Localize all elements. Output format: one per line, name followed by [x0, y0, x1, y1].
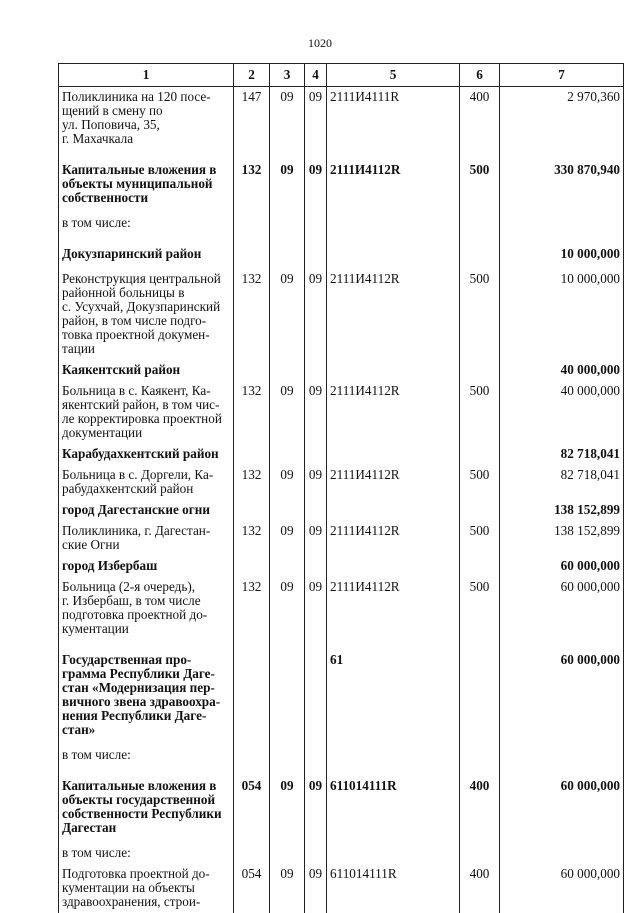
row-name: Больница в с. Доргели, Ка- рабудахкентский район	[59, 465, 234, 500]
row-ministry-code	[234, 213, 270, 234]
row-amount: 138 152,899	[500, 521, 624, 556]
row-section-code: 09	[270, 87, 305, 151]
row-target-code: 61	[327, 640, 460, 745]
row-target-code	[327, 234, 460, 269]
row-name: город Дагестанские огни	[59, 500, 234, 521]
table-row	[59, 87, 624, 151]
row-target-code	[327, 843, 460, 864]
row-name: Государственная про- грамма Республики Даге- стан «Модернизация пер- вичного звена здравоохра- нения Республики Даге- стан»	[59, 640, 234, 745]
row-section-code	[270, 640, 305, 745]
row-ministry-code: 132	[234, 150, 270, 213]
table-row	[59, 766, 624, 843]
row-ministry-code: 054	[234, 864, 270, 913]
row-name: Капитальные вложения в объекты государственной собственности Республики Дагестан	[59, 766, 234, 843]
row-expense-type	[460, 213, 500, 234]
row-ministry-code	[234, 745, 270, 766]
row-subsection-code	[305, 640, 327, 745]
row-ministry-code	[234, 444, 270, 465]
row-subsection-code: 09	[305, 269, 327, 360]
row-target-code	[327, 444, 460, 465]
row-ministry-code	[234, 843, 270, 864]
row-amount: 2 970,360	[500, 87, 624, 151]
row-name: Каякентский район	[59, 360, 234, 381]
column-header: 7	[500, 64, 624, 87]
row-target-code: 611014111R	[327, 766, 460, 843]
table-row	[59, 465, 624, 500]
table-row	[59, 521, 624, 556]
row-expense-type: 500	[460, 150, 500, 213]
row-section-code	[270, 234, 305, 269]
row-subsection-code	[305, 444, 327, 465]
table-row	[59, 745, 624, 766]
row-expense-type: 500	[460, 269, 500, 360]
row-section-code	[270, 745, 305, 766]
row-section-code: 09	[270, 465, 305, 500]
column-header: 5	[327, 64, 460, 87]
row-amount: 60 000,000	[500, 766, 624, 843]
row-amount: 10 000,000	[500, 269, 624, 360]
row-amount: 40 000,000	[500, 381, 624, 444]
row-subsection-code	[305, 556, 327, 577]
table-row	[59, 843, 624, 864]
row-ministry-code	[234, 640, 270, 745]
row-expense-type	[460, 234, 500, 269]
column-header: 4	[305, 64, 327, 87]
column-header: 2	[234, 64, 270, 87]
row-target-code: 2111И4112R	[327, 521, 460, 556]
row-target-code	[327, 745, 460, 766]
row-section-code	[270, 213, 305, 234]
row-ministry-code: 147	[234, 87, 270, 151]
column-header: 6	[460, 64, 500, 87]
row-section-code	[270, 360, 305, 381]
row-name: Карабудахкентский район	[59, 444, 234, 465]
table-row	[59, 360, 624, 381]
row-ministry-code: 132	[234, 269, 270, 360]
row-section-code: 09	[270, 521, 305, 556]
row-amount: 330 870,940	[500, 150, 624, 213]
table-header-row	[59, 64, 624, 87]
row-section-code: 09	[270, 577, 305, 640]
page-number: 1020	[0, 36, 640, 51]
row-name: Докузпаринский район	[59, 234, 234, 269]
row-name: Больница в с. Каякент, Ка- якентский район, в том чис- ле корректировка проектной документации	[59, 381, 234, 444]
table-row	[59, 444, 624, 465]
table-row	[59, 269, 624, 360]
row-amount: 60 000,000	[500, 556, 624, 577]
table-row	[59, 234, 624, 269]
row-subsection-code	[305, 213, 327, 234]
row-name: в том числе:	[59, 745, 234, 766]
row-amount	[500, 213, 624, 234]
row-amount: 60 000,000	[500, 577, 624, 640]
row-name: Поликлиника, г. Дагестан- ские Огни	[59, 521, 234, 556]
column-header: 3	[270, 64, 305, 87]
row-expense-type	[460, 640, 500, 745]
table-row	[59, 500, 624, 521]
row-amount: 138 152,899	[500, 500, 624, 521]
row-subsection-code: 09	[305, 381, 327, 444]
table-row	[59, 577, 624, 640]
row-expense-type	[460, 745, 500, 766]
row-subsection-code	[305, 745, 327, 766]
row-target-code: 2111И4111R	[327, 87, 460, 151]
table-row	[59, 381, 624, 444]
row-ministry-code	[234, 500, 270, 521]
row-target-code	[327, 360, 460, 381]
row-name: Капитальные вложения в объекты муниципальной собственности	[59, 150, 234, 213]
row-section-code	[270, 843, 305, 864]
row-ministry-code	[234, 360, 270, 381]
row-expense-type: 500	[460, 577, 500, 640]
row-name: Больница (2-я очередь), г. Избербаш, в том числе подготовка проектной до- кументации	[59, 577, 234, 640]
row-ministry-code: 132	[234, 521, 270, 556]
row-section-code	[270, 556, 305, 577]
row-subsection-code: 09	[305, 577, 327, 640]
row-name: Подготовка проектной до- кументации на объекты здравоохранения, строи-	[59, 864, 234, 913]
row-section-code	[270, 444, 305, 465]
row-amount	[500, 843, 624, 864]
row-section-code	[270, 500, 305, 521]
row-subsection-code: 09	[305, 150, 327, 213]
row-amount: 40 000,000	[500, 360, 624, 381]
table-row	[59, 150, 624, 213]
row-subsection-code	[305, 500, 327, 521]
row-expense-type	[460, 444, 500, 465]
row-subsection-code	[305, 360, 327, 381]
row-subsection-code: 09	[305, 864, 327, 913]
row-target-code: 2111И4112R	[327, 381, 460, 444]
row-target-code: 2111И4112R	[327, 150, 460, 213]
table-row	[59, 864, 624, 913]
row-ministry-code: 054	[234, 766, 270, 843]
row-section-code: 09	[270, 381, 305, 444]
row-subsection-code: 09	[305, 465, 327, 500]
row-subsection-code: 09	[305, 521, 327, 556]
row-expense-type: 400	[460, 766, 500, 843]
row-expense-type	[460, 556, 500, 577]
row-name: город Избербаш	[59, 556, 234, 577]
row-target-code	[327, 500, 460, 521]
row-subsection-code	[305, 843, 327, 864]
row-name: в том числе:	[59, 843, 234, 864]
row-target-code: 2111И4112R	[327, 577, 460, 640]
row-expense-type: 400	[460, 87, 500, 151]
row-subsection-code	[305, 234, 327, 269]
row-amount: 10 000,000	[500, 234, 624, 269]
row-section-code: 09	[270, 864, 305, 913]
row-target-code	[327, 556, 460, 577]
row-section-code: 09	[270, 150, 305, 213]
row-ministry-code: 132	[234, 381, 270, 444]
row-target-code	[327, 213, 460, 234]
row-expense-type	[460, 500, 500, 521]
row-target-code: 2111И4112R	[327, 465, 460, 500]
table-body	[59, 87, 624, 913]
row-expense-type	[460, 360, 500, 381]
row-section-code: 09	[270, 766, 305, 843]
row-amount	[500, 745, 624, 766]
row-target-code: 611014111R	[327, 864, 460, 913]
row-expense-type: 400	[460, 864, 500, 913]
row-amount: 82 718,041	[500, 444, 624, 465]
row-amount: 82 718,041	[500, 465, 624, 500]
row-subsection-code: 09	[305, 766, 327, 843]
row-amount: 60 000,000	[500, 640, 624, 745]
row-ministry-code: 132	[234, 577, 270, 640]
row-expense-type: 500	[460, 521, 500, 556]
row-name: в том числе:	[59, 213, 234, 234]
row-name: Реконструкция центральной районной больницы в с. Усухчай, Докузпаринский район, в том числе подго- товка проектной докумен- тации	[59, 269, 234, 360]
table-row	[59, 640, 624, 745]
row-ministry-code	[234, 234, 270, 269]
row-name: Поликлиника на 120 посе- щений в смену по ул. Поповича, 35, г. Махачкала	[59, 87, 234, 151]
row-amount: 60 000,000	[500, 864, 624, 913]
table-row	[59, 213, 624, 234]
row-subsection-code: 09	[305, 87, 327, 151]
row-expense-type: 500	[460, 465, 500, 500]
row-ministry-code	[234, 556, 270, 577]
table-row	[59, 556, 624, 577]
row-target-code: 2111И4112R	[327, 269, 460, 360]
row-expense-type: 500	[460, 381, 500, 444]
row-expense-type	[460, 843, 500, 864]
row-ministry-code: 132	[234, 465, 270, 500]
column-header: 1	[59, 64, 234, 87]
row-section-code: 09	[270, 269, 305, 360]
budget-table	[58, 63, 624, 913]
